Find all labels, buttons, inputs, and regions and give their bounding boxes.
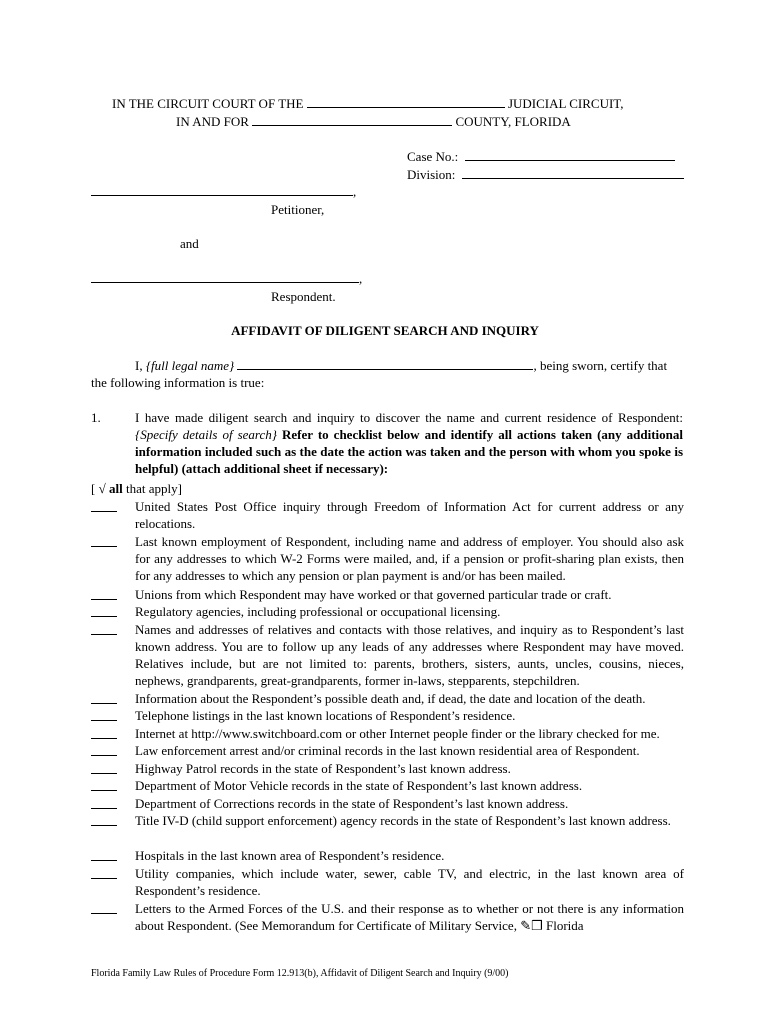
check-all-rest: that apply] — [125, 481, 182, 496]
being-sworn-text: , being sworn, certify that — [533, 358, 668, 373]
checkmark-icon: √ — [98, 481, 106, 496]
full-legal-name-blank[interactable] — [237, 357, 533, 370]
circuit-blank[interactable] — [307, 95, 505, 108]
form-footer: Florida Family Law Rules of Procedure Form 12.913(b), Affidavit of Diligent Search and Inquiry (9/00) — [91, 968, 509, 979]
checklist-item — [91, 760, 684, 777]
item-1-number: 1. — [91, 410, 101, 425]
item-1-instructions: Refer to checklist below and identify all actions taken (any additional information included such as the date the action was taken and the person with whom you spoke is helpful) (attach additional sheet if necessary): — [135, 427, 684, 476]
check-all-note — [91, 480, 182, 497]
checklist-blank[interactable] — [91, 738, 117, 739]
in-and-for-label: IN AND FOR — [176, 114, 249, 129]
checklist-item-text: Title IV-D (child support enforcement) agency records in the state of Respondent’s last known address. — [135, 813, 671, 828]
check-all-open: [ — [91, 481, 96, 496]
division-row — [407, 166, 684, 183]
intro-line-2: the following information is true: — [91, 375, 265, 390]
specify-hint: {Specify details of search} — [135, 427, 277, 442]
checklist-blank[interactable] — [91, 720, 117, 721]
checklist-item — [91, 725, 684, 742]
court-prefix: IN THE CIRCUIT COURT OF THE — [112, 96, 304, 111]
checklist-item-text: Hospitals in the last known area of Respondent’s residence. — [135, 848, 445, 863]
checklist-blank[interactable] — [91, 773, 117, 774]
checklist-item-text: Letters to the Armed Forces of the U.S. and their response as to whether or not there is any information about Respondent. (See Memorandum for Certificate of Military Service, ✎❒ Florida — [135, 901, 684, 933]
checklist-item-text: Department of Corrections records in the state of Respondent’s last known address. — [135, 796, 569, 811]
case-no-row — [407, 148, 675, 165]
checklist-item — [91, 498, 684, 532]
checklist-item — [91, 533, 684, 584]
checklist-blank[interactable] — [91, 511, 117, 512]
case-no-blank[interactable] — [465, 148, 675, 161]
checklist-item-text: Highway Patrol records in the state of Respondent’s last known address. — [135, 761, 511, 776]
petitioner-label: Petitioner, — [271, 202, 325, 217]
checklist-blank[interactable] — [91, 755, 117, 756]
item-1-intro: I have made diligent search and inquiry to discover the name and current residence of Respondent: — [135, 410, 683, 425]
checklist-blank[interactable] — [91, 703, 117, 704]
check-all-word: all — [108, 481, 123, 496]
checklist-item — [91, 847, 684, 864]
checklist-item-text: Internet at http://www.switchboard.com or other Internet people finder or the library checked for me. — [135, 726, 660, 741]
checklist-item — [91, 777, 684, 794]
petitioner-blank[interactable] — [91, 183, 353, 196]
checklist-item — [91, 707, 684, 724]
respondent-comma: , — [359, 271, 363, 286]
checklist-blank[interactable] — [91, 808, 117, 809]
checklist-item — [91, 795, 684, 812]
petitioner-row — [91, 183, 356, 200]
checklist-blank[interactable] — [91, 825, 117, 826]
judicial-circuit-label: JUDICIAL CIRCUIT, — [507, 96, 624, 111]
division-label: Division: — [407, 167, 456, 182]
checklist-item — [91, 603, 684, 620]
court-line-2 — [176, 113, 676, 130]
checklist-item-text: Law enforcement arrest and/or criminal records in the last known residential area of Respondent. — [135, 743, 640, 758]
full-legal-name-hint: {full legal name} — [145, 358, 235, 373]
respondent-row — [91, 270, 362, 287]
and-label: and — [180, 236, 199, 251]
checklist-blank[interactable] — [91, 546, 117, 547]
checklist-item-text: Unions from which Respondent may have worked or that governed particular trade or craft. — [135, 587, 612, 602]
checklist-blank[interactable] — [91, 878, 117, 879]
respondent-label: Respondent. — [271, 289, 336, 304]
intro-line-1 — [135, 357, 695, 374]
checklist-item-text: Department of Motor Vehicle records in the state of Respondent’s last known address. — [135, 778, 583, 793]
checklist-blank[interactable] — [91, 634, 117, 635]
checklist-item — [91, 586, 684, 603]
checklist-item-text: Last known employment of Respondent, including name and address of employer. You should also ask for any addresses to which W-2 Forms were mailed, and, if a pension or profit-sharing plan exists, then for any addresses to which any pension or plan payment is and/or has been mailed. — [135, 534, 684, 583]
division-blank[interactable] — [462, 166, 684, 179]
checklist-blank[interactable] — [91, 616, 117, 617]
respondent-blank[interactable] — [91, 270, 359, 283]
county-blank[interactable] — [252, 113, 452, 126]
checklist-blank[interactable] — [91, 860, 117, 861]
checklist-item-text: Utility companies, which include water, sewer, cable TV, and electric, in the last known area of Respondent’s residence. — [135, 866, 684, 898]
court-line-1 — [112, 95, 672, 112]
checklist-blank[interactable] — [91, 599, 117, 600]
checklist-blank[interactable] — [91, 913, 117, 914]
document-title: AFFIDAVIT OF DILIGENT SEARCH AND INQUIRY — [231, 323, 539, 338]
county-florida-label: COUNTY, FLORIDA — [455, 114, 571, 129]
petitioner-comma: , — [353, 184, 357, 199]
checklist-item — [91, 900, 684, 934]
intro-i: I, — [135, 358, 143, 373]
checklist-item — [91, 742, 684, 759]
checklist-item-text: Names and addresses of relatives and contacts with those relatives, and inquiry as to Respondent’s last known address. You are to follow up any leads of any addresses where Respondent may have moved. Relatives include, but are not limited to: parents, brothers, sisters, aunts, uncles, cousins, nieces, nephews, grandparents, great-grandparents, former in-laws, stepparents, stepchildren. — [135, 622, 684, 688]
case-no-label: Case No.: — [407, 149, 459, 164]
checklist-item-text: Regulatory agencies, including professional or occupational licensing. — [135, 604, 501, 619]
checklist-item — [91, 865, 684, 899]
checklist-item-text: Information about the Respondent’s possible death and, if dead, the date and location of the death. — [135, 691, 646, 706]
checklist-item-text: Telephone listings in the last known locations of Respondent’s residence. — [135, 708, 516, 723]
checklist-item — [91, 621, 684, 689]
checklist-blank[interactable] — [91, 790, 117, 791]
checklist-item — [91, 690, 684, 707]
checklist-item — [91, 812, 684, 829]
checklist-item-text: United States Post Office inquiry through Freedom of Information Act for current address or any relocations. — [135, 499, 684, 531]
item-1-text — [135, 409, 683, 477]
